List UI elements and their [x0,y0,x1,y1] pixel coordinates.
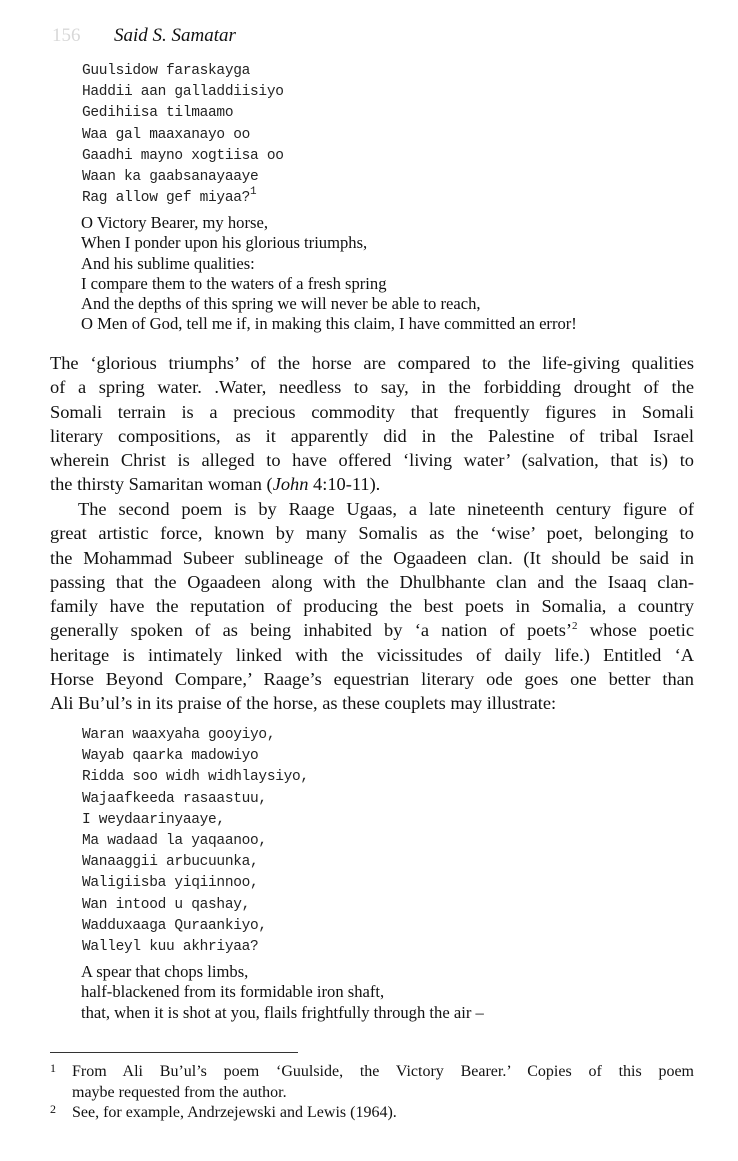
paragraph-line: passing that the Ogaadeen along with the Dhulbhante clan and the Isaaq clan- [50,571,694,592]
paragraph-line: heritage is intimately linked with the vicissitudes of daily life.) Entitled ‘A [50,644,694,665]
verse-line: Guulsidow faraskayga [82,63,251,79]
verse-line: I weydaarinyaaye, [82,811,225,828]
verse-line: Wanaaggii arbucuunka, [82,854,259,871]
verse-line: Wadduxaaga Quraankiyo, [82,917,267,934]
verse-line: Waran waaxyaha gooyiyo, [82,727,276,743]
text-run: 4:10-11). [308,474,381,495]
paragraph-line: Horse Beyond Compare,’ Raage’s equestrian literary ode goes one better than [50,669,694,690]
verse-line: Waan ka gaabsanayaaye [82,168,259,185]
paragraph-line: the Mohammad Subeer sublineage of the Ogaadeen clan. (It should be said in [50,547,694,568]
footnote-mark: 2 [50,1102,56,1116]
translation-line: A spear that chops limbs, [81,962,249,981]
footnote-line: See, for example, Andrzejewski and Lewis (1964). [72,1104,397,1121]
verse-line: Ridda soo widh widhlaysiyo, [82,769,309,786]
translation-line: O Victory Bearer, my horse, [81,213,268,232]
verse-line: Waligiisba yiqiinnoo, [82,875,259,892]
body-paragraph-2 [50,497,694,716]
footnote-separator [50,1052,298,1053]
translation-line: When I ponder upon his glorious triumphs, [81,233,368,253]
poem1-somali [82,61,284,209]
running-head-author: Said S. Samatar [114,25,236,46]
translation-line: And the depths of this spring we will never be able to reach, [81,294,481,314]
text-run: generally spoken of as being inhabited by ‘a nation of poets’ [50,620,573,641]
verse-line: Gaadhi mayno xogtiisa oo [82,147,284,164]
paragraph-line: Somali terrain is a precious commodity that frequently figures in Somali [50,401,694,422]
verse-line: Gedihiisa tilmaamo [82,105,234,122]
paragraph-line: wherein Christ is alleged to have offered ‘living water’ (salvation, that is) to [50,450,694,471]
paragraph-line: of a spring water. .Water, needless to say, in the forbidding drought of the [50,377,694,398]
translation-line: I compare them to the waters of a fresh spring [81,273,387,293]
paragraph-line: The ‘glorious triumphs’ of the horse are compared to the life-giving qualities [50,353,694,373]
paragraph-line [50,618,694,642]
verse-line: Haddii aan galladdiisiyo [82,84,284,101]
verse-line [82,188,284,209]
text-run: whose poetic [577,620,694,641]
poem2-translation [81,962,484,1023]
translation-line: And his sublime qualities: [81,253,255,273]
verse-line: Walleyl kuu akhriyaa? [82,938,259,955]
poem2-somali [82,725,309,958]
poem1-translation [81,213,577,335]
footnote-mark: 1 [50,1061,56,1075]
paragraph-line: literary compositions, as it apparently did in the Palestine of tribal Israel [50,425,694,446]
footnote-line: maybe requested from the author. [72,1083,287,1101]
body-paragraph-1 [50,351,694,497]
verse-line: Wajaafkeeda rasaastuu, [82,790,267,807]
translation-line: that, when it is shot at you, flails frightfully through the air – [81,1002,484,1022]
verse-line: Wayab qaarka madowiyo [82,748,259,765]
footnotes [50,1062,694,1124]
bible-book-citation: John [272,474,309,495]
translation-line: O Men of God, tell me if, in making this claim, I have committed an error! [81,314,577,334]
verse-line: Wan intood u qashay, [82,896,251,913]
translation-line: half-blackened from its formidable iron shaft, [81,982,385,1002]
paragraph-line: great artistic force, known by many Somalis as the ‘wise’ poet, belonging to [50,523,694,544]
footnote-ref: 1 [250,186,257,199]
page-number: 156 [52,25,81,46]
footnote-ref: 2 [572,620,578,633]
text-run: the thirsty Samaritan woman ( [50,474,273,495]
paragraph-line: family have the reputation of producing the best poets in Somalia, a country [50,596,694,617]
paragraph-line: The second poem is by Raage Ugaas, a late nineteenth century figure of [78,499,694,519]
footnote-2 [50,1103,694,1124]
footnote-1 [50,1062,694,1103]
verse-text: Rag allow gef miyaa? [82,190,251,207]
footnote-line: From Ali Bu’ul’s poem ‘Guulside, the Victory Bearer.’ Copies of this poem [72,1063,694,1080]
paragraph-line: Ali Bu’ul’s in its praise of the horse, as these couplets may illustrate: [50,693,557,714]
verse-line: Waa gal maaxanayo oo [82,126,251,143]
paragraph-line [50,472,694,496]
verse-line: Ma wadaad la yaqaanoo, [82,832,267,849]
